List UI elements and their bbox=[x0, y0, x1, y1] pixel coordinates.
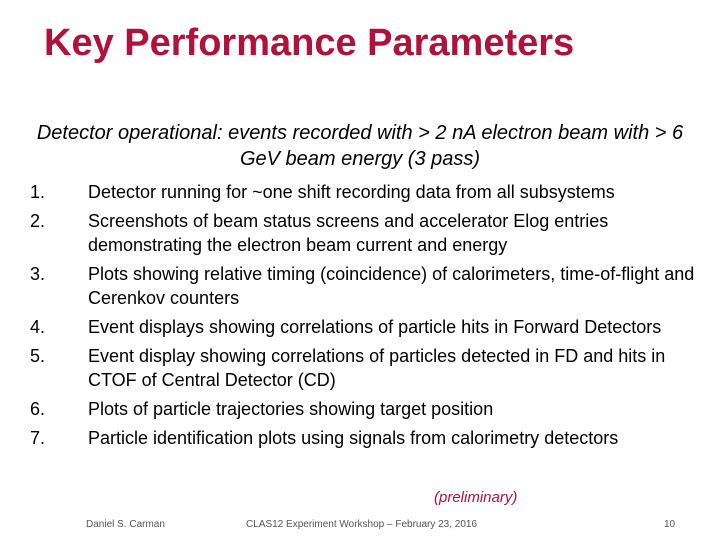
list-item-text: Particle identification plots using signals from calorimetry detectors bbox=[88, 428, 619, 448]
list-item bbox=[30, 315, 710, 339]
footer-event: CLAS12 Experiment Workshop – February 23, 2016 bbox=[246, 519, 478, 530]
list-item bbox=[30, 344, 710, 392]
list-item-text: Plots showing relative timing (coincidence) of calorimeters, time-of-flight and Cerenkov counters bbox=[88, 264, 695, 308]
footer-author: Daniel S. Carman bbox=[86, 519, 165, 530]
list-item bbox=[30, 426, 710, 450]
slide-subtitle: Detector operational: events recorded with > 2 nA electron beam with > 6 GeV beam energy (3 pass) bbox=[36, 122, 684, 170]
page-number: 10 bbox=[664, 519, 676, 530]
list-item-number: 5. bbox=[30, 346, 46, 366]
list-item-number: 3. bbox=[30, 264, 46, 284]
list-item-number: 2. bbox=[30, 211, 46, 231]
performance-list bbox=[30, 180, 710, 455]
slide-title: Key Performance Parameters bbox=[44, 22, 575, 64]
list-item-text: Event displays showing correlations of particle hits in Forward Detectors bbox=[88, 317, 662, 337]
list-item-number: 1. bbox=[30, 182, 46, 202]
preliminary-note: (preliminary) bbox=[434, 489, 518, 506]
list-item-text: Screenshots of beam status screens and accelerator Elog entries demonstrating the electron beam current and energy bbox=[88, 211, 609, 255]
list-item bbox=[30, 209, 710, 257]
list-item-text: Detector running for ~one shift recording data from all subsystems bbox=[88, 182, 615, 202]
list-item bbox=[30, 180, 710, 204]
list-item-text: Event display showing correlations of particles detected in FD and hits in CTOF of Central Detector (CD) bbox=[88, 346, 666, 390]
list-item bbox=[30, 397, 710, 421]
list-item-number: 7. bbox=[30, 428, 46, 448]
list-item bbox=[30, 262, 710, 310]
list-item-text: Plots of particle trajectories showing target position bbox=[88, 399, 494, 419]
list-item-number: 4. bbox=[30, 317, 46, 337]
list-item-number: 6. bbox=[30, 399, 46, 419]
